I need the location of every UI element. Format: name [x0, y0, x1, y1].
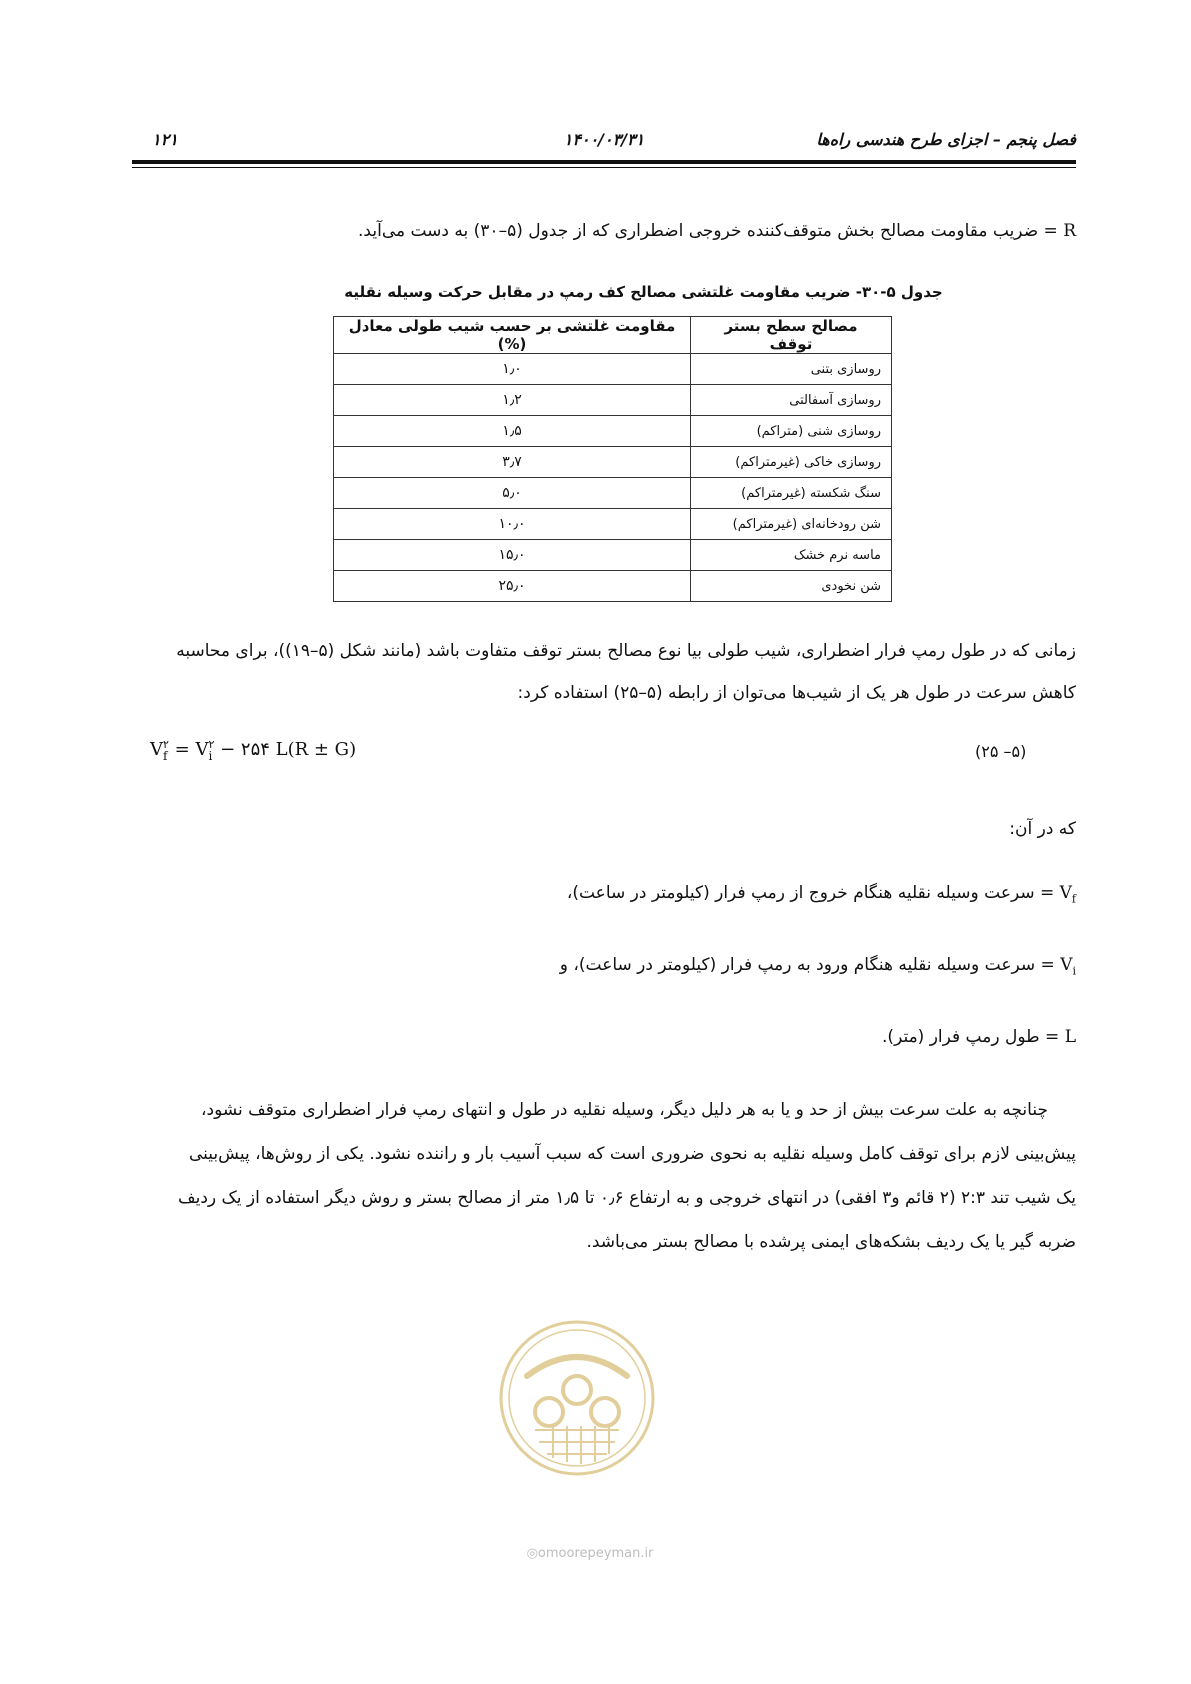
- cell-material: روسازی بتنی: [691, 354, 892, 385]
- eq-rest: ۲۵۴ L(R ± G): [240, 739, 357, 760]
- cell-material: روسازی شنی (متراکم): [691, 416, 892, 447]
- definition-vi: [376, 946, 1076, 990]
- equation-number: (۵– ۲۵): [975, 742, 1027, 761]
- table-row: [334, 478, 892, 509]
- header-rule-thin: [132, 167, 1076, 168]
- cell-value: ۲۵٫۰: [334, 571, 691, 602]
- where-label: که در آن:: [1009, 819, 1076, 839]
- cell-value: ۱٫۲: [334, 385, 691, 416]
- def-symbol-v: V: [1059, 883, 1072, 903]
- paragraph-2-line-2: پیش‌بینی لازم برای توقف کامل وسیله نقلیه به نحوی ضروری است که سبب آسیب بار و راننده نشود. یکی از روش‌ها، پیش‌بینی: [189, 1144, 1076, 1164]
- def-symbol-v: V: [1060, 955, 1073, 975]
- table-caption-text: جدول ۵-۳۰- ضریب مقاومت غلتشی مصالح کف رمپ در مقابل حرکت وسیله نقلیه: [344, 283, 943, 301]
- def-symbol-l: L: [1064, 1027, 1076, 1047]
- eq-v2: V: [195, 739, 209, 760]
- equation-25: [150, 738, 357, 763]
- table-header-row: [334, 317, 892, 354]
- paragraph-2-line-1: چنانچه به علت سرعت بیش از حد و یا به هر دلیل دیگر، وسیله نقلیه در طول و انتهای رمپ فرار اضطراری متوقف نشود،: [201, 1100, 1048, 1120]
- header-material: مصالح سطح بستر توقف: [691, 317, 892, 354]
- cell-value: ۱۵٫۰: [334, 540, 691, 571]
- paragraph-2: [136, 1088, 1076, 1264]
- resistance-table: [333, 316, 892, 602]
- eq-equals: =: [168, 739, 196, 760]
- table-row: [334, 354, 892, 385]
- page-number: ۱۲۱: [152, 130, 178, 149]
- eq-minus: −: [214, 739, 241, 760]
- table-caption: [0, 283, 1191, 301]
- cell-material: شن رودخانه‌ای (غیرمتراکم): [691, 509, 892, 540]
- intro-line: [276, 212, 1076, 250]
- table-row: [334, 509, 892, 540]
- chapter-title: فصل پنجم – اجزای طرح هندسی راه‌ها: [816, 130, 1076, 149]
- paragraph-1-line-1: زمانی که در طول رمپ فرار اضطراری، شیب طولی بیا نوع مصالح بستر توقف متفاوت باشد (مانند شکل (۵–۱۹))، برای محاسبه: [176, 641, 1076, 661]
- header-resistance: مقاومت غلتشی بر حسب شیب طولی معادل (%): [334, 317, 691, 354]
- eq-sq-2: ۲: [208, 738, 215, 751]
- cell-value: ۳٫۷: [334, 447, 691, 478]
- watermark-text: omoorepeyman.ir: [537, 1546, 654, 1561]
- definition-vf: [376, 874, 1076, 918]
- table-row: [334, 571, 892, 602]
- intro-text: = ضریب مقاومت مصالح بخش متوقف‌کننده خروجی اضطراری که از جدول (۵–۳۰) به دست می‌آید.: [358, 221, 1058, 241]
- cell-material: ماسه نرم خشک: [691, 540, 892, 571]
- cell-material: روسازی آسفالتی: [691, 385, 892, 416]
- def-text: = طول رمپ فرار (متر).: [882, 1027, 1060, 1047]
- eq-sub-f: f: [163, 749, 168, 763]
- def-sub-f: f: [1071, 892, 1076, 906]
- def-text: = سرعت وسیله نقلیه هنگام ورود به رمپ فرار (کیلومتر در ساعت)، و: [559, 955, 1055, 975]
- paragraph-2-line-3: یک شیب تند ۲:۳ (۲ قائم و۳ افقی) در انتهای خروجی و به ارتفاع ۰٫۶ تا ۱٫۵ متر از مصالح بستر و روش دیگر استفاده از یک ردیف: [178, 1188, 1076, 1208]
- cell-value: ۱٫۵: [334, 416, 691, 447]
- eq-sub-i: i: [208, 749, 213, 763]
- paragraph-1: [136, 630, 1076, 714]
- cell-material: سنگ شکسته (غیرمتراکم): [691, 478, 892, 509]
- cell-material: روسازی خاکی (غیرمتراکم): [691, 447, 892, 478]
- eq-sq-1: ۲: [163, 738, 169, 751]
- eq-v: V: [150, 739, 163, 760]
- header-date: ۱۴۰۰/۰۳/۳۱: [563, 130, 645, 149]
- symbol-r: R: [1063, 221, 1076, 241]
- table-row: [334, 447, 892, 478]
- table-row: [334, 540, 892, 571]
- def-text: = سرعت وسیله نقلیه هنگام خروج از رمپ فرار (کیلومتر در ساعت)،: [566, 883, 1055, 903]
- table-row: [334, 416, 892, 447]
- def-sub-i: i: [1072, 964, 1076, 978]
- cell-material: شن نخودی: [691, 571, 892, 602]
- page-header: [132, 128, 1076, 152]
- paragraph-2-line-4: ضربه گیر یا یک ردیف بشکه‌های ایمنی پرشده با مصالح بستر می‌باشد.: [586, 1232, 1076, 1252]
- table-row: [334, 385, 892, 416]
- seal-logo: [497, 1318, 657, 1478]
- cell-value: ۱۰٫۰: [334, 509, 691, 540]
- cell-value: ۱٫۰: [334, 354, 691, 385]
- cell-value: ۵٫۰: [334, 478, 691, 509]
- paragraph-1-line-2: کاهش سرعت در طول هر یک از شیب‌ها می‌توان از رابطه (۵–۲۵) استفاده کرد:: [517, 683, 1076, 703]
- definition-l: [376, 1018, 1076, 1056]
- watermark: [490, 1546, 690, 1561]
- globe-icon: ◎: [526, 1546, 538, 1561]
- header-rule-thick: [132, 160, 1076, 164]
